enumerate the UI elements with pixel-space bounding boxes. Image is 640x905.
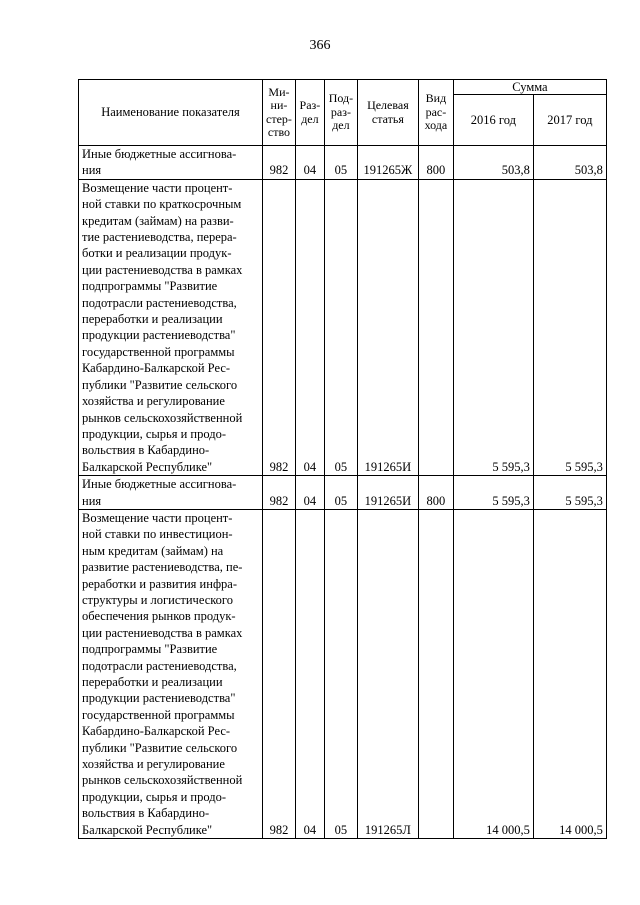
- indicator-name-line: рынков сельскохозяйственной: [82, 410, 243, 425]
- indicator-name-line: вольствия в Кабардино-: [82, 443, 210, 458]
- section-code: 04: [295, 509, 324, 838]
- subsection-code: 05: [324, 509, 357, 838]
- indicator-name-line: подотрасли растениеводства,: [82, 295, 237, 310]
- indicator-name-line: продукции растениеводства": [82, 328, 236, 343]
- expense-type-code: [418, 509, 453, 838]
- indicator-name-line: продукции, сырья и продо-: [82, 426, 227, 441]
- indicator-name: [79, 146, 263, 180]
- indicator-name-line: подотрасли растениеводства,: [82, 658, 237, 673]
- indicator-name-line: кредитам (займам) на разви-: [82, 213, 234, 228]
- indicator-name-line: Возмещение части процент-: [82, 180, 233, 195]
- indicator-name-line: развитие растениеводства, пе-: [82, 560, 243, 575]
- indicator-name-line: Кабардино-Балкарской Рес-: [82, 724, 231, 739]
- indicator-name-line: государственной программы: [82, 344, 235, 359]
- indicator-name-line: Возмещение части процент-: [82, 510, 233, 525]
- indicator-name-line: публики "Развитие сельского: [82, 740, 238, 755]
- indicator-name-line: тие растениеводства, перера-: [82, 230, 237, 245]
- ministry-code: 982: [263, 509, 296, 838]
- indicator-name-line: государственной программы: [82, 707, 235, 722]
- indicator-name-line: подпрограммы "Развитие: [82, 279, 218, 294]
- indicator-name-line: хозяйства и регулирование: [82, 394, 225, 409]
- indicator-name-line: вольствия в Кабардино-: [82, 806, 210, 821]
- indicator-name-line: реработки и развития инфра-: [82, 576, 237, 591]
- table-row: [79, 146, 607, 180]
- indicator-name-line: продукции, сырья и продо-: [82, 789, 227, 804]
- header-target-article: Целевая статья: [357, 80, 418, 146]
- sum-2017: 5 595,3: [533, 476, 606, 510]
- indicator-name-line: Иные бюджетные ассигнова-: [82, 147, 237, 161]
- indicator-name-line: публики "Развитие сельского: [82, 377, 238, 392]
- section-code: 04: [295, 476, 324, 510]
- header-section: Раз- дел: [295, 80, 324, 146]
- header-expense-type: Вид рас- хода: [418, 80, 453, 146]
- section-code: 04: [295, 179, 324, 475]
- table-row: [79, 476, 607, 510]
- expense-type-code: 800: [418, 476, 453, 510]
- indicator-name-line: ния: [82, 493, 102, 508]
- section-code: 04: [295, 146, 324, 180]
- target-article-code: 191265Ж: [357, 146, 418, 180]
- indicator-name-line: ным кредитам (займам) на: [82, 543, 224, 558]
- indicator-name: [79, 476, 263, 510]
- sum-2017: 14 000,5: [533, 509, 606, 838]
- page-number: 366: [309, 38, 331, 53]
- header-year-2017: 2017 год: [533, 95, 606, 146]
- subsection-code: 05: [324, 146, 357, 180]
- expense-type-code: [418, 179, 453, 475]
- indicator-name-line: переработки и реализации: [82, 675, 223, 689]
- table-header: [79, 80, 607, 146]
- indicator-name: [79, 179, 263, 475]
- indicator-name-line: структуры и логистического: [82, 592, 233, 607]
- indicator-name-line: подпрограммы "Развитие: [82, 642, 218, 657]
- indicator-name-line: обеспечения рынков продук-: [82, 609, 236, 624]
- header-sum: Сумма: [453, 80, 606, 95]
- indicator-name-line: переработки и реализации: [82, 312, 223, 327]
- sum-2017: 503,8: [533, 146, 606, 180]
- sum-2017: 5 595,3: [533, 179, 606, 475]
- target-article-code: 191265И: [357, 179, 418, 475]
- table-row: [79, 509, 607, 838]
- indicator-name-line: ной ставки по инвестицион-: [82, 527, 233, 542]
- header-year-2016: 2016 год: [453, 95, 533, 146]
- indicator-name-line: ния: [82, 163, 102, 178]
- table-row: [79, 179, 607, 475]
- indicator-name-line: продукции растениеводства": [82, 691, 236, 706]
- target-article-code: 191265Л: [357, 509, 418, 838]
- header-ministry: Ми- ни- стер- ство: [263, 80, 296, 146]
- indicator-name-line: рынков сельскохозяйственной: [82, 773, 243, 788]
- indicator-name-line: Балкарской Республике": [82, 822, 213, 837]
- indicator-name-line: ной ставки по краткосрочным: [82, 197, 242, 212]
- ministry-code: 982: [263, 476, 296, 510]
- target-article-code: 191265И: [357, 476, 418, 510]
- sum-2016: 5 595,3: [453, 179, 533, 475]
- indicator-name-line: Кабардино-Балкарской Рес-: [82, 361, 231, 376]
- expense-type-code: 800: [418, 146, 453, 180]
- budget-table: [78, 79, 607, 839]
- header-subsection: Под- раз- дел: [324, 80, 357, 146]
- ministry-code: 982: [263, 146, 296, 180]
- indicator-name-line: ции растениеводства в рамках: [82, 262, 243, 277]
- indicator-name-line: ботки и реализации продук-: [82, 246, 232, 261]
- indicator-name-line: ции растениеводства в рамках: [82, 625, 243, 640]
- indicator-name-line: хозяйства и регулирование: [82, 757, 225, 772]
- subsection-code: 05: [324, 179, 357, 475]
- indicator-name-line: Иные бюджетные ассигнова-: [82, 477, 237, 492]
- indicator-name: [79, 509, 263, 838]
- subsection-code: 05: [324, 476, 357, 510]
- header-indicator-name: Наименование показателя: [79, 80, 263, 146]
- sum-2016: 14 000,5: [453, 509, 533, 838]
- sum-2016: 503,8: [453, 146, 533, 180]
- indicator-name-line: Балкарской Республике": [82, 459, 213, 474]
- table-body: [79, 146, 607, 839]
- ministry-code: 982: [263, 179, 296, 475]
- sum-2016: 5 595,3: [453, 476, 533, 510]
